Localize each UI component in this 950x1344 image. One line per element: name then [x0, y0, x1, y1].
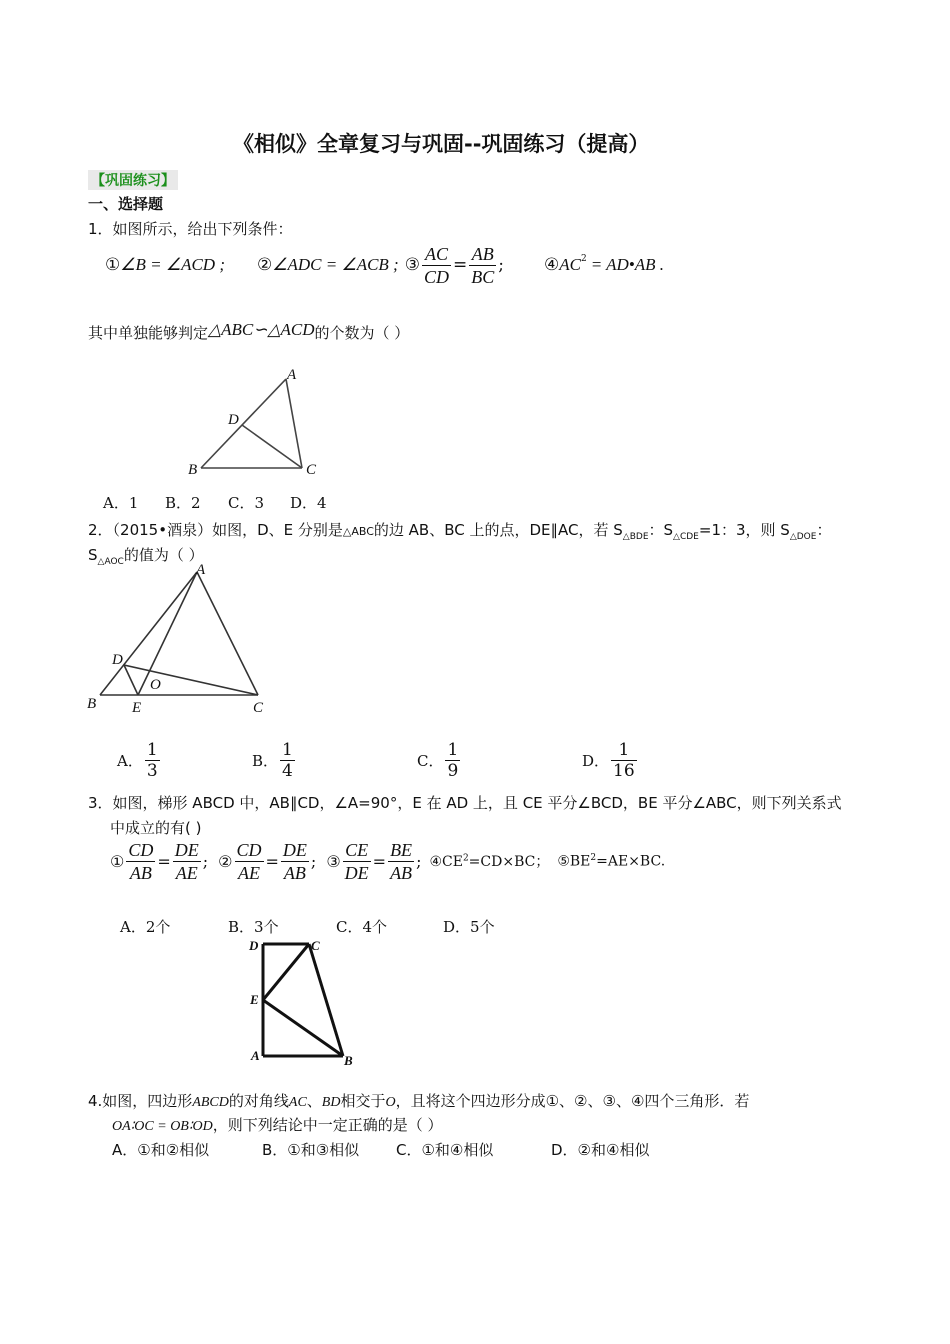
q2-line1-mid: 的边 AB、BC 上的点，DE∥AC，若 S: [373, 521, 623, 539]
q2-sub-bde: △BDE: [622, 532, 649, 542]
q3-sep-3: ;: [416, 851, 422, 871]
q3-e1-label: ①: [110, 851, 125, 871]
q4-line2-post: ，则下列结论中一定正确的是（ ）: [212, 1116, 443, 1134]
q2-option-a-fraction: $\frac{1}{3}$: [146, 740, 158, 781]
q1-line-dc: [242, 425, 302, 468]
q2-option-d-label: D．: [582, 752, 610, 770]
q3-e2-frac-right: $\frac{DE}{AB}$: [282, 839, 307, 883]
q1-line-ab: [201, 379, 286, 468]
q1-c3-sep: ;: [498, 255, 504, 275]
q3-option-a[interactable]: A．2个: [120, 918, 171, 936]
q1-question-pre: 其中单独能够判定: [88, 324, 209, 342]
q1-option-c[interactable]: C．3: [228, 494, 265, 512]
q2-option-a-label: A．: [117, 752, 143, 770]
q2-option-d[interactable]: [582, 740, 639, 781]
q2-line1-tri: △ABC: [342, 525, 374, 538]
q3-e1-frac-left: $\frac{CD}{AB}$: [128, 839, 154, 883]
q3-option-d[interactable]: D．5个: [443, 918, 495, 936]
q2-label-o: O: [150, 677, 161, 693]
q3-line1: 3．如图，梯形 ABCD 中，AB∥CD，∠A=90°，E 在 AD 上，且 CE 平分∠BCD，BE 平分∠ABC，则下列关系式: [88, 794, 842, 812]
q4-line1: [88, 1090, 749, 1111]
q2-label-e: E: [132, 700, 142, 716]
q3-line-eb: [263, 1000, 343, 1056]
q3-e1-frac-right: $\frac{DE}{AE}$: [174, 839, 199, 883]
q3-e2-frac-left: $\frac{CD}{AE}$: [236, 839, 262, 883]
q1-c3-label: ③: [404, 255, 420, 275]
q1-c1-label: ①: [105, 255, 121, 275]
q4-line1-mid2: 相交于: [340, 1092, 386, 1110]
q2-sub-doe: △DOE: [789, 532, 817, 542]
q1-c1-expr: ∠B = ∠ACD ;: [120, 255, 225, 274]
q1-line-ac: [286, 379, 302, 468]
q3-option-b[interactable]: B．3个: [228, 918, 279, 936]
q2-option-c[interactable]: [417, 740, 462, 781]
section-heading: 一、选择题: [88, 195, 164, 213]
q2-line1-pre: 2．（2015•酒泉）如图，D、E 分别是: [88, 521, 343, 539]
q2-line-ac: [197, 572, 258, 695]
q1-label-c: C: [306, 462, 317, 478]
q2-sub-cde: △CDE: [673, 532, 699, 542]
q2-label-c: C: [253, 700, 264, 716]
q1-option-a[interactable]: A．1: [103, 494, 139, 512]
q1-c3-fraction-right: $\frac{AB}{BC}$: [471, 243, 495, 287]
q4-line1-post: ，且将这个四边形分成①、②、③、④四个三角形．若: [395, 1092, 750, 1110]
q1-question-math: △ABC∽△ACD: [208, 320, 315, 339]
q4-ratio: OA∶OC = OB∶OD: [112, 1119, 213, 1134]
q1-c4-label: ④: [544, 255, 560, 275]
q4-line2: [112, 1114, 443, 1135]
q4-option-b[interactable]: B．①和③相似: [262, 1141, 360, 1159]
q2-line-dc: [124, 665, 258, 695]
q1-c3-equals: =: [453, 255, 468, 275]
q1-c4-exp: 2: [580, 254, 587, 264]
q4-ac: AC: [288, 1095, 307, 1110]
q2-label-a: A: [196, 562, 206, 578]
q1-stem: 1．如图所示，给出下列条件：: [88, 220, 293, 238]
q4-bd: BD: [321, 1095, 341, 1110]
page-title: 《相似》全章复习与巩固--巩固练习（提高）: [233, 132, 650, 156]
q2-option-a[interactable]: [117, 740, 162, 781]
q2-option-b[interactable]: [252, 740, 297, 781]
q1-figure: [180, 362, 330, 482]
q2-sub-aoc: △AOC: [97, 557, 124, 567]
q1-c2-label: ②: [257, 255, 273, 275]
q1-c4-rest: = AD•AB .: [590, 255, 665, 274]
q2-line-ea: [138, 572, 197, 695]
q1-label-a: A: [287, 367, 297, 383]
q4-option-a[interactable]: A．①和②相似: [112, 1141, 210, 1159]
q4-line1-mid: 的对角线: [228, 1092, 289, 1110]
q1-c4-base: AC: [559, 255, 581, 274]
q2-option-c-fraction: $\frac{1}{9}$: [447, 740, 459, 781]
q4-line1-pre: 4.如图，四边形: [88, 1092, 193, 1110]
q3-sep-1: ;: [202, 851, 209, 871]
q3-label-c: C: [311, 938, 320, 953]
q3-line-ec: [263, 944, 309, 1000]
q2-option-c-label: C．: [417, 752, 444, 770]
q1-conditions: [105, 240, 664, 290]
q1-label-d: D: [228, 412, 239, 428]
q1-question-post: 的个数为（ ）: [314, 324, 410, 342]
q3-e5: $⑤BE^2=AE\times BC$.: [557, 852, 666, 870]
q2-line1-end: ：: [816, 521, 832, 539]
q1-c2-expr: ∠ADC = ∠ACB ;: [272, 255, 399, 274]
q3-e4: $④CE^2=CD\times BC$；: [429, 853, 550, 870]
q2-line1-mid3: =1：3，则 S: [698, 521, 790, 539]
q1-option-d[interactable]: D．4: [290, 494, 327, 512]
q1-option-b[interactable]: B．2: [165, 494, 201, 512]
q3-line2: 中成立的有( ): [110, 819, 202, 837]
q1-question: [88, 322, 409, 343]
q3-label-e: E: [250, 992, 259, 1007]
q3-line-cb: [309, 944, 343, 1056]
q1-c3-fraction-left: $\frac{AC}{CD}$: [423, 243, 449, 287]
q4-sep: 、: [306, 1092, 322, 1110]
q2-line-ab: [100, 572, 197, 695]
q2-line-de: [124, 665, 138, 695]
q3-sep-2: ;: [310, 851, 317, 871]
q4-option-c[interactable]: C．①和④相似: [396, 1141, 494, 1159]
q3-option-c[interactable]: C．4个: [336, 918, 388, 936]
q2-line1: [88, 519, 831, 542]
q2-line2-pre: S: [88, 546, 98, 564]
q3-e2-label: ②: [218, 851, 233, 871]
q4-option-d[interactable]: D．②和④相似: [551, 1141, 650, 1159]
q2-label-d: D: [112, 652, 123, 668]
q3-expressions: ① $\frac{CD}{AB}$ = $\frac{DE}{AE}$ ; ② $\frac{CD}{AE}$ = $\frac{DE}{AB}$ ; ③ $\frac{CE}{DE}$ = $\frac{BE}{AB}$ ; $④CE^2=CD\times BC$； $⑤BE^2=AE\times BC$.: [110, 839, 666, 883]
q2-option-d-fraction: $\frac{1}{16}$: [613, 740, 635, 781]
q3-label-a: A: [251, 1048, 260, 1063]
q1-label-b: B: [188, 462, 198, 478]
q2-label-b: B: [87, 696, 97, 712]
q4-quad: ABCD: [192, 1095, 229, 1110]
q2-line2-post: 的值为（ ）: [123, 546, 204, 564]
q3-label-d: D: [249, 938, 259, 953]
q3-label-b: B: [344, 1053, 353, 1068]
q2-option-b-fraction: $\frac{1}{4}$: [282, 740, 293, 781]
q2-figure: [82, 558, 282, 723]
q3-e3-label: ③: [326, 851, 341, 871]
q3-e3-frac-left: $\frac{CE}{DE}$: [344, 839, 369, 883]
section-tag: 【巩固练习】: [88, 170, 178, 190]
q3-figure: [243, 934, 363, 1069]
q4-o: O: [385, 1095, 396, 1110]
q2-line1-mid2: ：S: [648, 521, 674, 539]
q3-e3-frac-right: $\frac{BE}{AB}$: [390, 839, 413, 883]
q2-option-b-label: B．: [252, 752, 279, 770]
